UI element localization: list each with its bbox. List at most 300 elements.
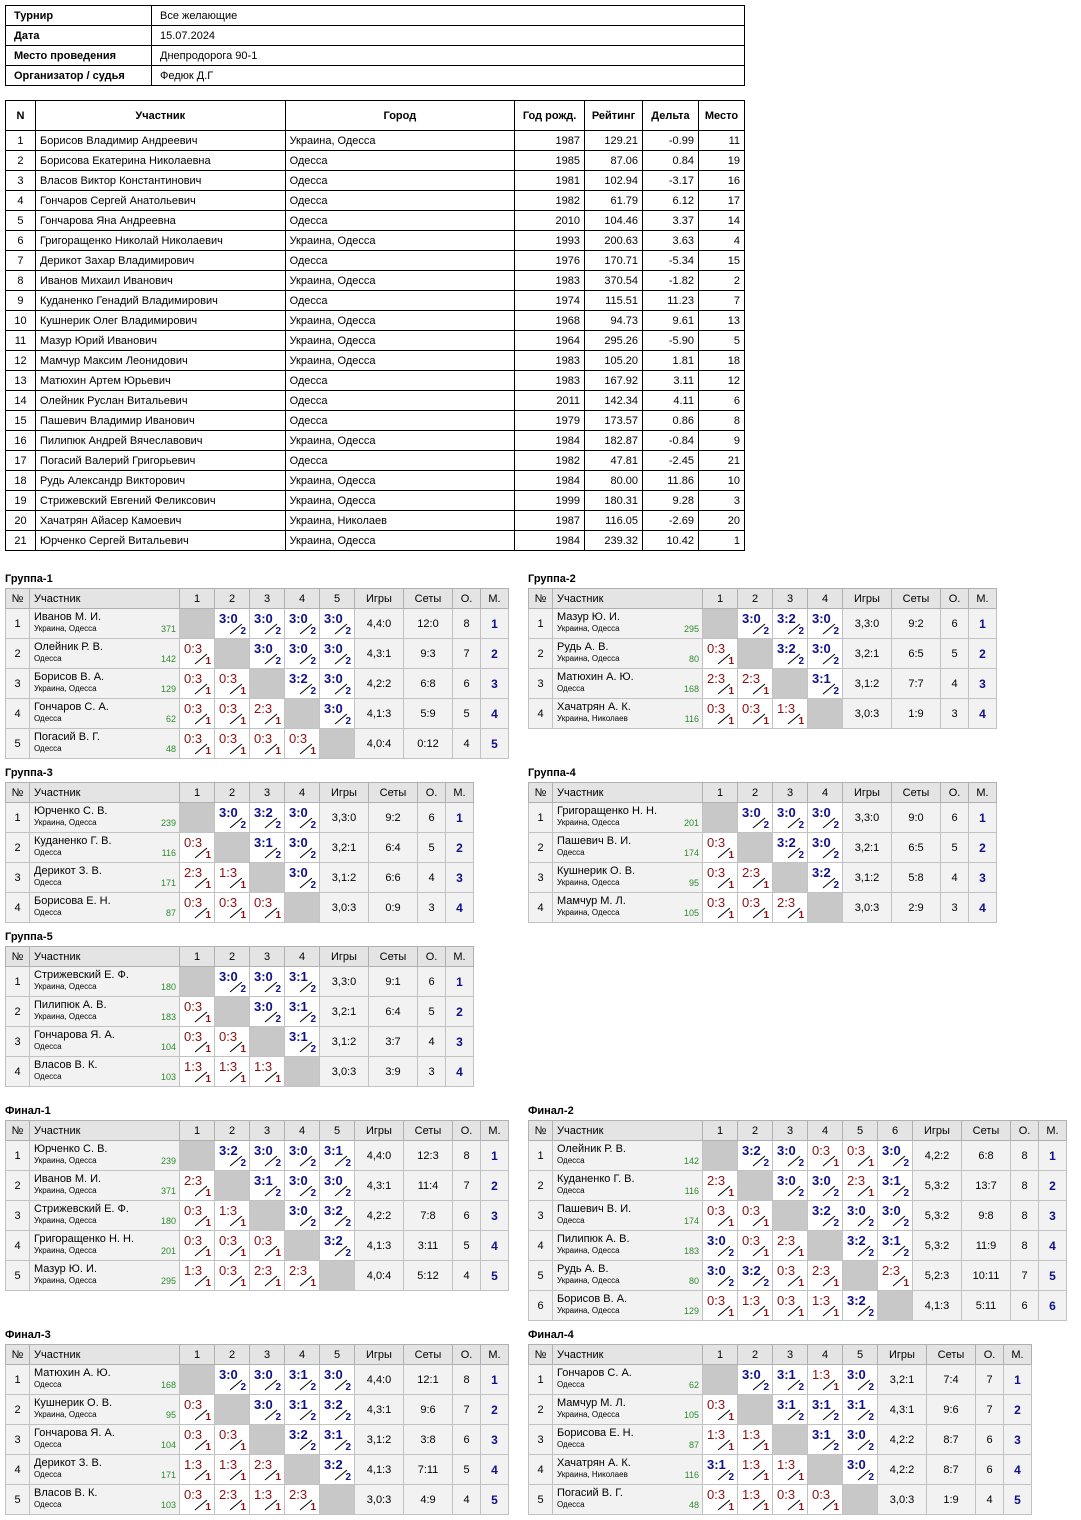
player-rating: 48 bbox=[165, 744, 176, 754]
match-points: 2 bbox=[310, 686, 316, 697]
sets-value: 4:9 bbox=[404, 1485, 453, 1515]
match-result-cell bbox=[285, 803, 320, 833]
player-city: Одесса bbox=[285, 391, 515, 411]
player-name: Олейник Р. В. bbox=[34, 641, 103, 653]
player-place: 7 bbox=[698, 291, 744, 311]
player-name: Мамчур М. Л. bbox=[557, 895, 626, 907]
match-score: 3:1 bbox=[289, 999, 308, 1014]
player-name: Погасий В. Г. bbox=[34, 731, 100, 743]
games-value: 3,2:1 bbox=[843, 639, 892, 669]
col-header-opponent: 4 bbox=[285, 589, 320, 609]
col-header-sets: Сеты bbox=[927, 1345, 976, 1365]
player-rating: 170.71 bbox=[585, 251, 643, 271]
match-points: 2 bbox=[833, 1412, 839, 1423]
match-result-cell bbox=[773, 1141, 808, 1171]
player-birth-year: 1984 bbox=[515, 431, 585, 451]
match-result-cell bbox=[703, 1261, 738, 1291]
games-value: 5,3:2 bbox=[913, 1231, 962, 1261]
match-score: 1:3 bbox=[742, 1457, 761, 1472]
player-city: Украина, Одесса bbox=[557, 818, 620, 827]
self-cell bbox=[773, 669, 808, 699]
player-rating: 87 bbox=[688, 1440, 699, 1450]
games-value: 3,2:1 bbox=[843, 833, 892, 863]
table-row bbox=[6, 431, 745, 451]
self-cell bbox=[703, 1365, 738, 1395]
match-result-cell bbox=[180, 1485, 215, 1515]
player-number: 3 bbox=[6, 1201, 30, 1231]
player-sub bbox=[34, 1012, 176, 1022]
player-city: Украина, Одесса bbox=[34, 1186, 97, 1195]
participants-body bbox=[6, 131, 745, 551]
match-result-cell bbox=[285, 639, 320, 669]
group-table bbox=[528, 1120, 1067, 1321]
match-result-cell bbox=[773, 699, 808, 729]
player-rating: 129 bbox=[683, 1306, 699, 1316]
col-header-number: № bbox=[529, 1121, 553, 1141]
player-name: Пилипюк А. В. bbox=[557, 1233, 630, 1245]
info-value: Федюк Д.Г bbox=[152, 66, 745, 86]
games-value: 3,0:3 bbox=[843, 699, 892, 729]
games-value: 3,2:1 bbox=[878, 1365, 927, 1395]
match-score: 1:3 bbox=[742, 1427, 761, 1442]
player-city: Украина, Одесса bbox=[285, 131, 515, 151]
place-value: 1 bbox=[446, 803, 474, 833]
col-header-number: № bbox=[6, 589, 30, 609]
col-header-place: М. bbox=[1004, 1345, 1032, 1365]
self-cell bbox=[703, 609, 738, 639]
table-row bbox=[6, 609, 509, 639]
points-value: 8 bbox=[1011, 1171, 1039, 1201]
player-rating: 95 bbox=[688, 878, 699, 888]
sets-value: 0:9 bbox=[369, 893, 418, 923]
col-header-place: М. bbox=[481, 1121, 509, 1141]
group-table bbox=[5, 782, 474, 923]
match-result-cell bbox=[320, 1201, 355, 1231]
group-title: Группа-5 bbox=[5, 931, 53, 943]
match-points: 2 bbox=[240, 1382, 246, 1393]
player-number: 3 bbox=[529, 1425, 553, 1455]
player-city: Одесса bbox=[557, 1216, 585, 1225]
player-city: Украина, Одесса bbox=[34, 1246, 97, 1255]
player-number: 1 bbox=[6, 131, 36, 151]
match-score: 3:0 bbox=[254, 1143, 273, 1158]
col-header-opponent: 1 bbox=[180, 947, 215, 967]
match-score: 0:3 bbox=[184, 701, 203, 716]
match-points: 1 bbox=[728, 716, 734, 727]
match-result-cell bbox=[285, 1201, 320, 1231]
player-rating: 105.20 bbox=[585, 351, 643, 371]
self-cell bbox=[808, 1231, 843, 1261]
player-city: Украина, Одесса bbox=[34, 624, 97, 633]
points-value: 3 bbox=[418, 893, 446, 923]
match-points: 1 bbox=[275, 716, 281, 727]
player-city: Украина, Одесса bbox=[285, 311, 515, 331]
player-number: 3 bbox=[6, 1425, 30, 1455]
col-header-number: № bbox=[6, 1345, 30, 1365]
match-points: 1 bbox=[240, 1044, 246, 1055]
player-sub bbox=[34, 818, 176, 828]
player-cell bbox=[553, 609, 703, 639]
match-points: 1 bbox=[833, 1308, 839, 1319]
col-header-opponent: 1 bbox=[180, 1121, 215, 1141]
match-points: 1 bbox=[763, 880, 769, 891]
player-delta: 1.81 bbox=[643, 351, 699, 371]
col-header-place: М. bbox=[969, 783, 997, 803]
match-result-cell bbox=[703, 863, 738, 893]
col-header-rating: Рейтинг bbox=[585, 101, 643, 131]
match-points: 2 bbox=[275, 1188, 281, 1199]
player-city: Одесса bbox=[285, 291, 515, 311]
player-number: 4 bbox=[6, 893, 30, 923]
col-header-place: М. bbox=[969, 589, 997, 609]
match-result-cell bbox=[320, 1171, 355, 1201]
match-score: 3:0 bbox=[254, 611, 273, 626]
col-header-opponent: 4 bbox=[285, 1121, 320, 1141]
player-sub bbox=[34, 1470, 176, 1480]
match-score: 3:0 bbox=[324, 1367, 343, 1382]
match-points: 2 bbox=[310, 850, 316, 861]
player-name: Кушнерик О. В. bbox=[34, 1397, 113, 1409]
match-result-cell bbox=[320, 699, 355, 729]
match-result-cell bbox=[738, 1455, 773, 1485]
match-result-cell bbox=[808, 1291, 843, 1321]
player-number: 8 bbox=[6, 271, 36, 291]
match-points: 2 bbox=[833, 686, 839, 697]
place-value: 4 bbox=[1004, 1455, 1032, 1485]
place-value: 2 bbox=[1004, 1395, 1032, 1425]
match-score: 3:1 bbox=[254, 1173, 273, 1188]
player-name: Погасий В. Г. bbox=[557, 1487, 623, 1499]
table-row bbox=[529, 609, 997, 639]
points-value: 6 bbox=[976, 1425, 1004, 1455]
table-row bbox=[6, 1057, 474, 1087]
player-name: Мамчур Максим Леонидович bbox=[35, 351, 285, 371]
match-score: 3:0 bbox=[847, 1457, 866, 1472]
col-header-points: О. bbox=[453, 1121, 481, 1141]
match-score: 1:3 bbox=[742, 1293, 761, 1308]
table-row bbox=[6, 491, 745, 511]
match-result-cell bbox=[773, 1171, 808, 1201]
player-name: Стрижевский Евгений Феликсович bbox=[35, 491, 285, 511]
points-value: 6 bbox=[453, 1201, 481, 1231]
player-rating: 173.57 bbox=[585, 411, 643, 431]
match-score: 3:2 bbox=[812, 1203, 831, 1218]
player-place: 17 bbox=[698, 191, 744, 211]
place-value: 2 bbox=[969, 639, 997, 669]
player-cell bbox=[553, 1201, 703, 1231]
col-header-opponent: 5 bbox=[320, 1345, 355, 1365]
player-city: Украина, Одесса bbox=[557, 1306, 620, 1315]
place-value: 3 bbox=[969, 669, 997, 699]
player-cell bbox=[553, 803, 703, 833]
match-result-cell bbox=[180, 1057, 215, 1087]
table-row bbox=[6, 1231, 509, 1261]
player-name: Рудь А. В. bbox=[557, 1263, 609, 1275]
match-points: 1 bbox=[728, 1502, 734, 1513]
match-score: 0:3 bbox=[219, 701, 238, 716]
match-score: 2:3 bbox=[812, 1263, 831, 1278]
match-points: 1 bbox=[205, 686, 211, 697]
player-rating: 239.32 bbox=[585, 531, 643, 551]
match-result-cell bbox=[878, 1171, 913, 1201]
place-value: 4 bbox=[446, 893, 474, 923]
player-number: 20 bbox=[6, 511, 36, 531]
player-sub bbox=[34, 1216, 176, 1226]
player-number: 1 bbox=[6, 967, 30, 997]
col-header-points: О. bbox=[453, 589, 481, 609]
player-rating: 62 bbox=[688, 1380, 699, 1390]
self-cell bbox=[215, 1395, 250, 1425]
match-score: 0:3 bbox=[254, 895, 273, 910]
self-cell bbox=[180, 1141, 215, 1171]
col-header-participant: Участник bbox=[30, 947, 180, 967]
match-score: 0:3 bbox=[707, 835, 726, 850]
match-points: 2 bbox=[345, 626, 351, 637]
match-result-cell bbox=[180, 669, 215, 699]
player-place: 5 bbox=[698, 331, 744, 351]
match-score: 3:1 bbox=[777, 1397, 796, 1412]
player-city: Одесса bbox=[34, 1042, 62, 1051]
player-city: Украина, Одесса bbox=[34, 818, 97, 827]
points-value: 6 bbox=[453, 1425, 481, 1455]
player-rating: 295 bbox=[160, 1276, 176, 1286]
player-cell bbox=[30, 699, 180, 729]
points-value: 5 bbox=[418, 997, 446, 1027]
col-header-opponent: 3 bbox=[773, 783, 808, 803]
sets-value: 9:3 bbox=[404, 639, 453, 669]
match-points: 1 bbox=[728, 910, 734, 921]
match-result-cell bbox=[215, 1365, 250, 1395]
player-rating: 295.26 bbox=[585, 331, 643, 351]
match-score: 3:0 bbox=[812, 641, 831, 656]
place-value: 5 bbox=[481, 729, 509, 759]
player-sub bbox=[34, 1276, 176, 1286]
player-number: 5 bbox=[6, 729, 30, 759]
match-points: 2 bbox=[728, 1472, 734, 1483]
match-result-cell bbox=[285, 1027, 320, 1057]
match-points: 2 bbox=[345, 1248, 351, 1259]
player-name: Гончаров С. А. bbox=[34, 701, 109, 713]
match-points: 1 bbox=[205, 1278, 211, 1289]
player-city: Украина, Николаев bbox=[285, 511, 515, 531]
match-result-cell bbox=[703, 699, 738, 729]
match-points: 1 bbox=[310, 1502, 316, 1513]
match-result-cell bbox=[215, 1231, 250, 1261]
col-header-games: Игры bbox=[355, 1345, 404, 1365]
player-delta: 10.42 bbox=[643, 531, 699, 551]
match-points: 2 bbox=[903, 1218, 909, 1229]
games-value: 3,3:0 bbox=[320, 803, 369, 833]
player-rating: 116 bbox=[684, 714, 699, 724]
player-number: 19 bbox=[6, 491, 36, 511]
place-value: 2 bbox=[481, 639, 509, 669]
match-score: 3:0 bbox=[289, 641, 308, 656]
player-birth-year: 1984 bbox=[515, 471, 585, 491]
player-sub bbox=[557, 714, 699, 724]
match-result-cell bbox=[808, 863, 843, 893]
table-row bbox=[6, 251, 745, 271]
info-key: Организатор / судья bbox=[6, 66, 152, 86]
group-title: Финал-1 bbox=[5, 1105, 51, 1117]
match-score: 3:0 bbox=[324, 611, 343, 626]
match-score: 3:2 bbox=[324, 1397, 343, 1412]
player-number: 2 bbox=[529, 1171, 553, 1201]
player-rating: 94.73 bbox=[585, 311, 643, 331]
match-points: 2 bbox=[310, 880, 316, 891]
col-header-games: Игры bbox=[843, 783, 892, 803]
match-result-cell bbox=[250, 1261, 285, 1291]
match-score: 2:3 bbox=[219, 1487, 238, 1502]
table-row bbox=[6, 351, 745, 371]
player-sub bbox=[557, 818, 699, 828]
player-city: Украина, Одесса bbox=[285, 471, 515, 491]
match-points: 2 bbox=[763, 1278, 769, 1289]
games-value: 5,3:2 bbox=[913, 1171, 962, 1201]
match-result-cell bbox=[285, 1395, 320, 1425]
player-cell bbox=[30, 1485, 180, 1515]
sets-value: 7:8 bbox=[404, 1201, 453, 1231]
player-rating: 80.00 bbox=[585, 471, 643, 491]
games-value: 4,2:2 bbox=[355, 669, 404, 699]
player-number: 21 bbox=[6, 531, 36, 551]
self-cell bbox=[250, 863, 285, 893]
col-header-opponent: 4 bbox=[285, 947, 320, 967]
match-points: 2 bbox=[310, 1158, 316, 1169]
player-city: Одесса bbox=[34, 848, 62, 857]
col-header-opponent: 2 bbox=[738, 783, 773, 803]
match-points: 2 bbox=[833, 1188, 839, 1199]
player-place: 9 bbox=[698, 431, 744, 451]
col-header-opponent: 1 bbox=[703, 589, 738, 609]
match-score: 3:0 bbox=[254, 969, 273, 984]
table-row bbox=[529, 1365, 1032, 1395]
player-city: Одесса bbox=[285, 371, 515, 391]
player-city: Украина, Одесса bbox=[285, 531, 515, 551]
match-score: 3:0 bbox=[707, 1233, 726, 1248]
match-result-cell bbox=[215, 803, 250, 833]
match-result-cell bbox=[285, 997, 320, 1027]
match-points: 2 bbox=[798, 1382, 804, 1393]
player-cell bbox=[30, 833, 180, 863]
player-city: Одесса bbox=[34, 878, 62, 887]
match-result-cell bbox=[215, 699, 250, 729]
table-row bbox=[6, 967, 474, 997]
player-city: Одесса bbox=[557, 684, 585, 693]
place-value: 4 bbox=[481, 1231, 509, 1261]
col-header-opponent: 6 bbox=[878, 1121, 913, 1141]
player-rating: 239 bbox=[160, 1156, 176, 1166]
points-value: 8 bbox=[453, 609, 481, 639]
games-value: 3,2:1 bbox=[320, 833, 369, 863]
player-name: Борисов В. А. bbox=[34, 671, 105, 683]
info-row bbox=[6, 46, 745, 66]
match-score: 3:0 bbox=[812, 835, 831, 850]
match-score: 3:1 bbox=[324, 1143, 343, 1158]
player-birth-year: 1983 bbox=[515, 351, 585, 371]
col-header-opponent: 2 bbox=[738, 1345, 773, 1365]
player-birth-year: 1984 bbox=[515, 531, 585, 551]
match-points: 1 bbox=[205, 1014, 211, 1025]
player-number: 3 bbox=[6, 863, 30, 893]
col-header-city: Город bbox=[285, 101, 515, 131]
player-city: Украина, Николаев bbox=[557, 1470, 628, 1479]
match-points: 2 bbox=[345, 1188, 351, 1199]
col-header-opponent: 3 bbox=[250, 1121, 285, 1141]
sets-value: 7:4 bbox=[927, 1365, 976, 1395]
col-header-opponent: 4 bbox=[808, 783, 843, 803]
match-result-cell bbox=[180, 1261, 215, 1291]
player-city: Одесса bbox=[34, 908, 62, 917]
player-number: 2 bbox=[6, 997, 30, 1027]
match-result-cell bbox=[738, 609, 773, 639]
games-value: 3,0:3 bbox=[843, 893, 892, 923]
player-number: 13 bbox=[6, 371, 36, 391]
match-points: 2 bbox=[275, 1382, 281, 1393]
player-number: 2 bbox=[6, 1171, 30, 1201]
player-sub bbox=[34, 1410, 176, 1420]
match-result-cell bbox=[215, 609, 250, 639]
player-city: Одесса bbox=[285, 451, 515, 471]
player-city: Одесса bbox=[557, 1500, 585, 1509]
match-points: 2 bbox=[728, 1278, 734, 1289]
place-value: 1 bbox=[481, 1365, 509, 1395]
match-score: 3:1 bbox=[882, 1233, 901, 1248]
col-header-games: Игры bbox=[878, 1345, 927, 1365]
player-cell bbox=[30, 1027, 180, 1057]
match-points: 1 bbox=[205, 1248, 211, 1259]
match-score: 3:1 bbox=[882, 1173, 901, 1188]
match-points: 1 bbox=[275, 746, 281, 757]
player-delta: 9.61 bbox=[643, 311, 699, 331]
player-city: Одесса bbox=[557, 848, 585, 857]
points-value: 6 bbox=[941, 609, 969, 639]
match-score: 3:1 bbox=[707, 1457, 726, 1472]
table-row bbox=[6, 131, 745, 151]
table-row bbox=[6, 1171, 509, 1201]
col-header-opponent: 2 bbox=[215, 947, 250, 967]
player-rating: 168 bbox=[160, 1380, 176, 1390]
match-result-cell bbox=[250, 997, 285, 1027]
player-name: Стрижевский Е. Ф. bbox=[34, 969, 129, 981]
match-result-cell bbox=[738, 1291, 773, 1321]
match-result-cell bbox=[285, 1171, 320, 1201]
player-place: 6 bbox=[698, 391, 744, 411]
col-header-opponent: 5 bbox=[320, 589, 355, 609]
col-header-games: Игры bbox=[355, 589, 404, 609]
player-cell bbox=[553, 639, 703, 669]
player-number: 3 bbox=[6, 669, 30, 699]
col-header-games: Игры bbox=[843, 589, 892, 609]
match-points: 2 bbox=[310, 1218, 316, 1229]
match-result-cell bbox=[285, 1485, 320, 1515]
player-delta: 3.11 bbox=[643, 371, 699, 391]
match-points: 2 bbox=[310, 1044, 316, 1055]
self-cell bbox=[808, 699, 843, 729]
player-cell bbox=[553, 1261, 703, 1291]
group-header-row bbox=[6, 783, 474, 803]
player-birth-year: 1981 bbox=[515, 171, 585, 191]
col-header-place: М. bbox=[481, 1345, 509, 1365]
player-name: Борисова Е. Н. bbox=[557, 1427, 634, 1439]
match-score: 0:3 bbox=[219, 1427, 238, 1442]
col-header-opponent: 4 bbox=[285, 1345, 320, 1365]
player-birth-year: 1974 bbox=[515, 291, 585, 311]
match-points: 2 bbox=[868, 1382, 874, 1393]
sets-value: 11:4 bbox=[404, 1171, 453, 1201]
player-birth-year: 1987 bbox=[515, 511, 585, 531]
player-name: Борисова Екатерина Николаевна bbox=[35, 151, 285, 171]
games-value: 3,1:2 bbox=[843, 669, 892, 699]
